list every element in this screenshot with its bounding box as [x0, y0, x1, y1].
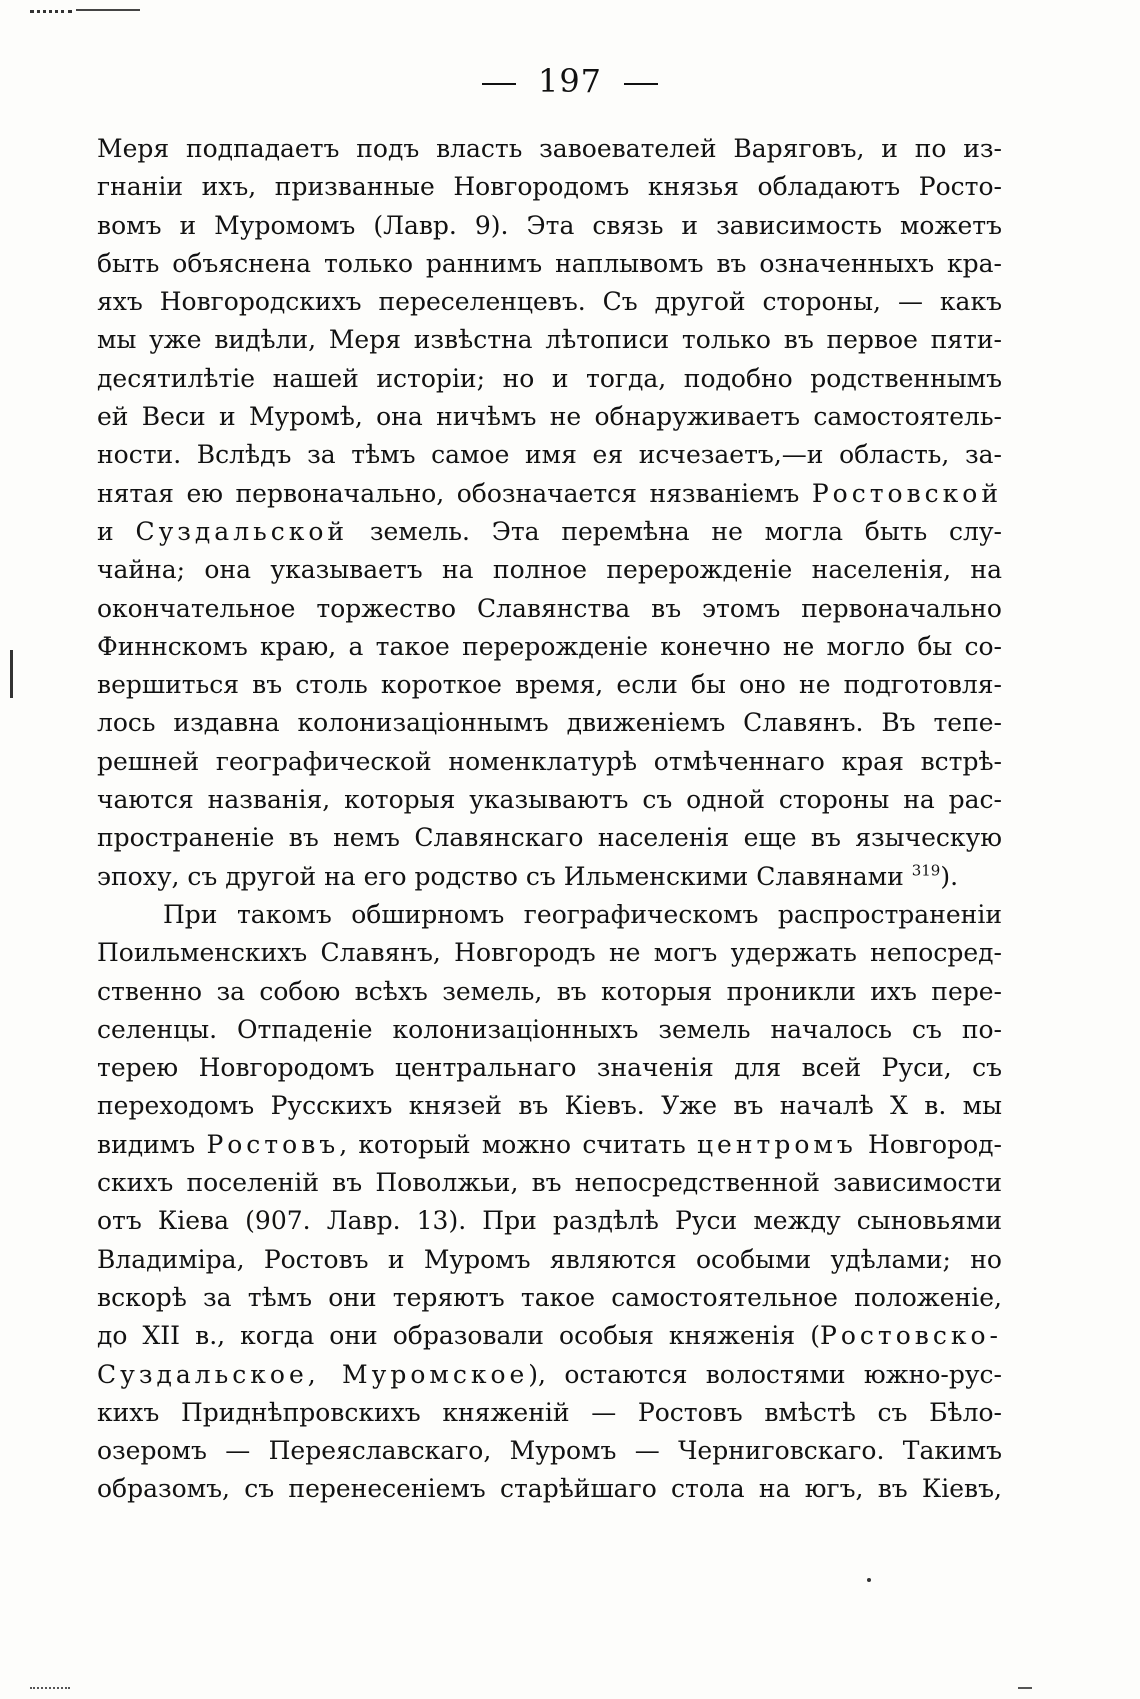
text-line: гнанiи ихъ, призванные Новгородомъ князья обладаютъ Росто- — [97, 172, 1002, 202]
text-line: яхъ Новгородскихъ переселенцевъ. Съ другой стороны, — какъ — [97, 287, 1002, 317]
scan-speck — [867, 1578, 871, 1582]
scan-artifact-bottom-left — [30, 1687, 70, 1689]
text-line — [97, 475, 1002, 513]
text-run: до XII в., когда они образовали особыя княженiя ( — [97, 1321, 821, 1351]
scan-speck — [30, 10, 72, 18]
text-line: пространенiе въ немъ Славянскаго населенiя еще въ языческую — [97, 823, 1002, 853]
footnote-reference: 319 — [911, 861, 941, 880]
page-number — [0, 62, 1140, 100]
text-line: вомъ и Муромомъ (Лавр. 9). Эта связь и зависимость можетъ — [97, 210, 1002, 240]
scan-line — [76, 9, 140, 11]
dash-right — [624, 83, 658, 85]
text-line: образомъ, съ перенесенiемъ старѣйшаго стола на югъ, въ Кiевъ, — [97, 1474, 1002, 1504]
text-line: Меря подпадаетъ подъ власть завоевателей Варяговъ, и по из- — [97, 134, 1002, 163]
text-line: ей Веси и Муромѣ, она ничѣмъ не обнаруживаетъ самостоятель- — [97, 402, 1002, 432]
text-line: терею Новгородомъ центральнаго значенiя для всей Руси, съ — [97, 1053, 1002, 1083]
text-line: переходомъ Русскихъ князей въ Кiевъ. Уже въ началѣ X в. мы — [97, 1091, 1002, 1121]
text-line: окончательное торжество Славянства въ этомъ первоначально — [97, 593, 1002, 623]
text-line: десятилѣтiе нашей исторiи; но и тогда, подобно родственнымъ — [97, 363, 1002, 393]
text-line — [97, 858, 1002, 896]
text-line: скихъ поселенiй въ Поволжьи, въ непосредственной зависимости — [97, 1168, 1002, 1198]
dash-left — [482, 83, 516, 85]
text-line: озеромъ — Переяславскаго, Муромъ — Черниговскаго. Такимъ — [97, 1436, 1002, 1466]
text-run: нятая ею первоначально, обозначается нязванiемъ — [97, 478, 812, 508]
text-run: ), остаются волостями южно-рус- — [528, 1359, 1002, 1389]
body-text — [97, 130, 1002, 1509]
scan-artifact-top — [30, 8, 140, 18]
text-line — [97, 1317, 1002, 1355]
text-line: Поильменскихъ Славянъ, Новгородъ не могъ удержать непосред- — [97, 938, 1002, 968]
text-line: кихъ Приднѣпровскихъ княженiй — Ростовъ вмѣстѣ съ Бѣло- — [97, 1397, 1002, 1427]
emphasis-spaced: центромъ — [696, 1129, 857, 1159]
text-line: чаются названiя, которыя указываютъ съ одной стороны на рас- — [97, 785, 1002, 815]
text-run: ). — [940, 861, 959, 891]
scan-artifact-bottom-right — [1018, 1687, 1032, 1689]
text-run: Новгород- — [856, 1129, 1002, 1159]
text-run: земель. Эта перемѣна не могла быть слу- — [348, 516, 1002, 546]
text-line — [97, 513, 1002, 551]
text-run: эпоху, съ другой на его родство съ Ильменскими Славянами — [97, 861, 912, 891]
text-line — [97, 1356, 1002, 1394]
text-line: Финнскомъ краю, а такое перерожденiе конечно не могло бы со- — [97, 631, 1002, 661]
text-run: видимъ — [97, 1129, 207, 1159]
text-line: мы уже видѣли, Меря извѣстна лѣтописи только въ первое пяти- — [97, 325, 1002, 355]
text-line: селенцы. Отпаденiе колонизацiонныхъ земель началось съ по- — [97, 1014, 1002, 1044]
text-line: Владимiра, Ростовъ и Муромъ являются особыми удѣлами; но — [97, 1244, 1002, 1274]
emphasis-spaced: Ростовъ — [206, 1129, 340, 1159]
text-run: , который можно считать — [339, 1129, 697, 1159]
text-line — [97, 1126, 1002, 1164]
text-line: лось издавна колонизацiоннымъ движенiемъ Славянъ. Въ тепе- — [97, 708, 1002, 738]
text-line: отъ Кiева (907. Лавр. 13). При раздѣлѣ Руси между сыновьями — [97, 1206, 1002, 1236]
page-number-value: 197 — [537, 62, 603, 100]
text-line: вершиться въ столь короткое время, если бы оно не подготовля- — [97, 670, 1002, 700]
text-line: При такомъ обширномъ географическомъ распространенiи — [163, 899, 1002, 929]
emphasis-spaced: Суздальское, Муромское — [97, 1359, 529, 1389]
text-line: решней географической номенклатурѣ отмѣченнаго края встрѣ- — [97, 746, 1002, 776]
text-line: быть объяснена только раннимъ наплывомъ въ означенныхъ кра- — [97, 248, 1002, 278]
emphasis-spaced: Ростовской — [811, 478, 1002, 508]
text-line: чайна; она указываетъ на полное перерожденiе населенiя, на — [97, 555, 1002, 585]
text-line: ности. Вслѣдъ за тѣмъ самое имя ея исчезаетъ,—и область, за- — [97, 440, 1002, 470]
emphasis-spaced: Суздальской — [135, 516, 349, 546]
margin-mark — [10, 650, 13, 698]
emphasis-spaced: Ростовско- — [820, 1321, 1002, 1351]
text-line: вскорѣ за тѣмъ они теряютъ такое самостоятельное положенiе, — [97, 1282, 1002, 1312]
text-run: и — [97, 516, 136, 546]
text-line: ственно за собою всѣхъ земель, въ которыя проникли ихъ пере- — [97, 976, 1002, 1006]
